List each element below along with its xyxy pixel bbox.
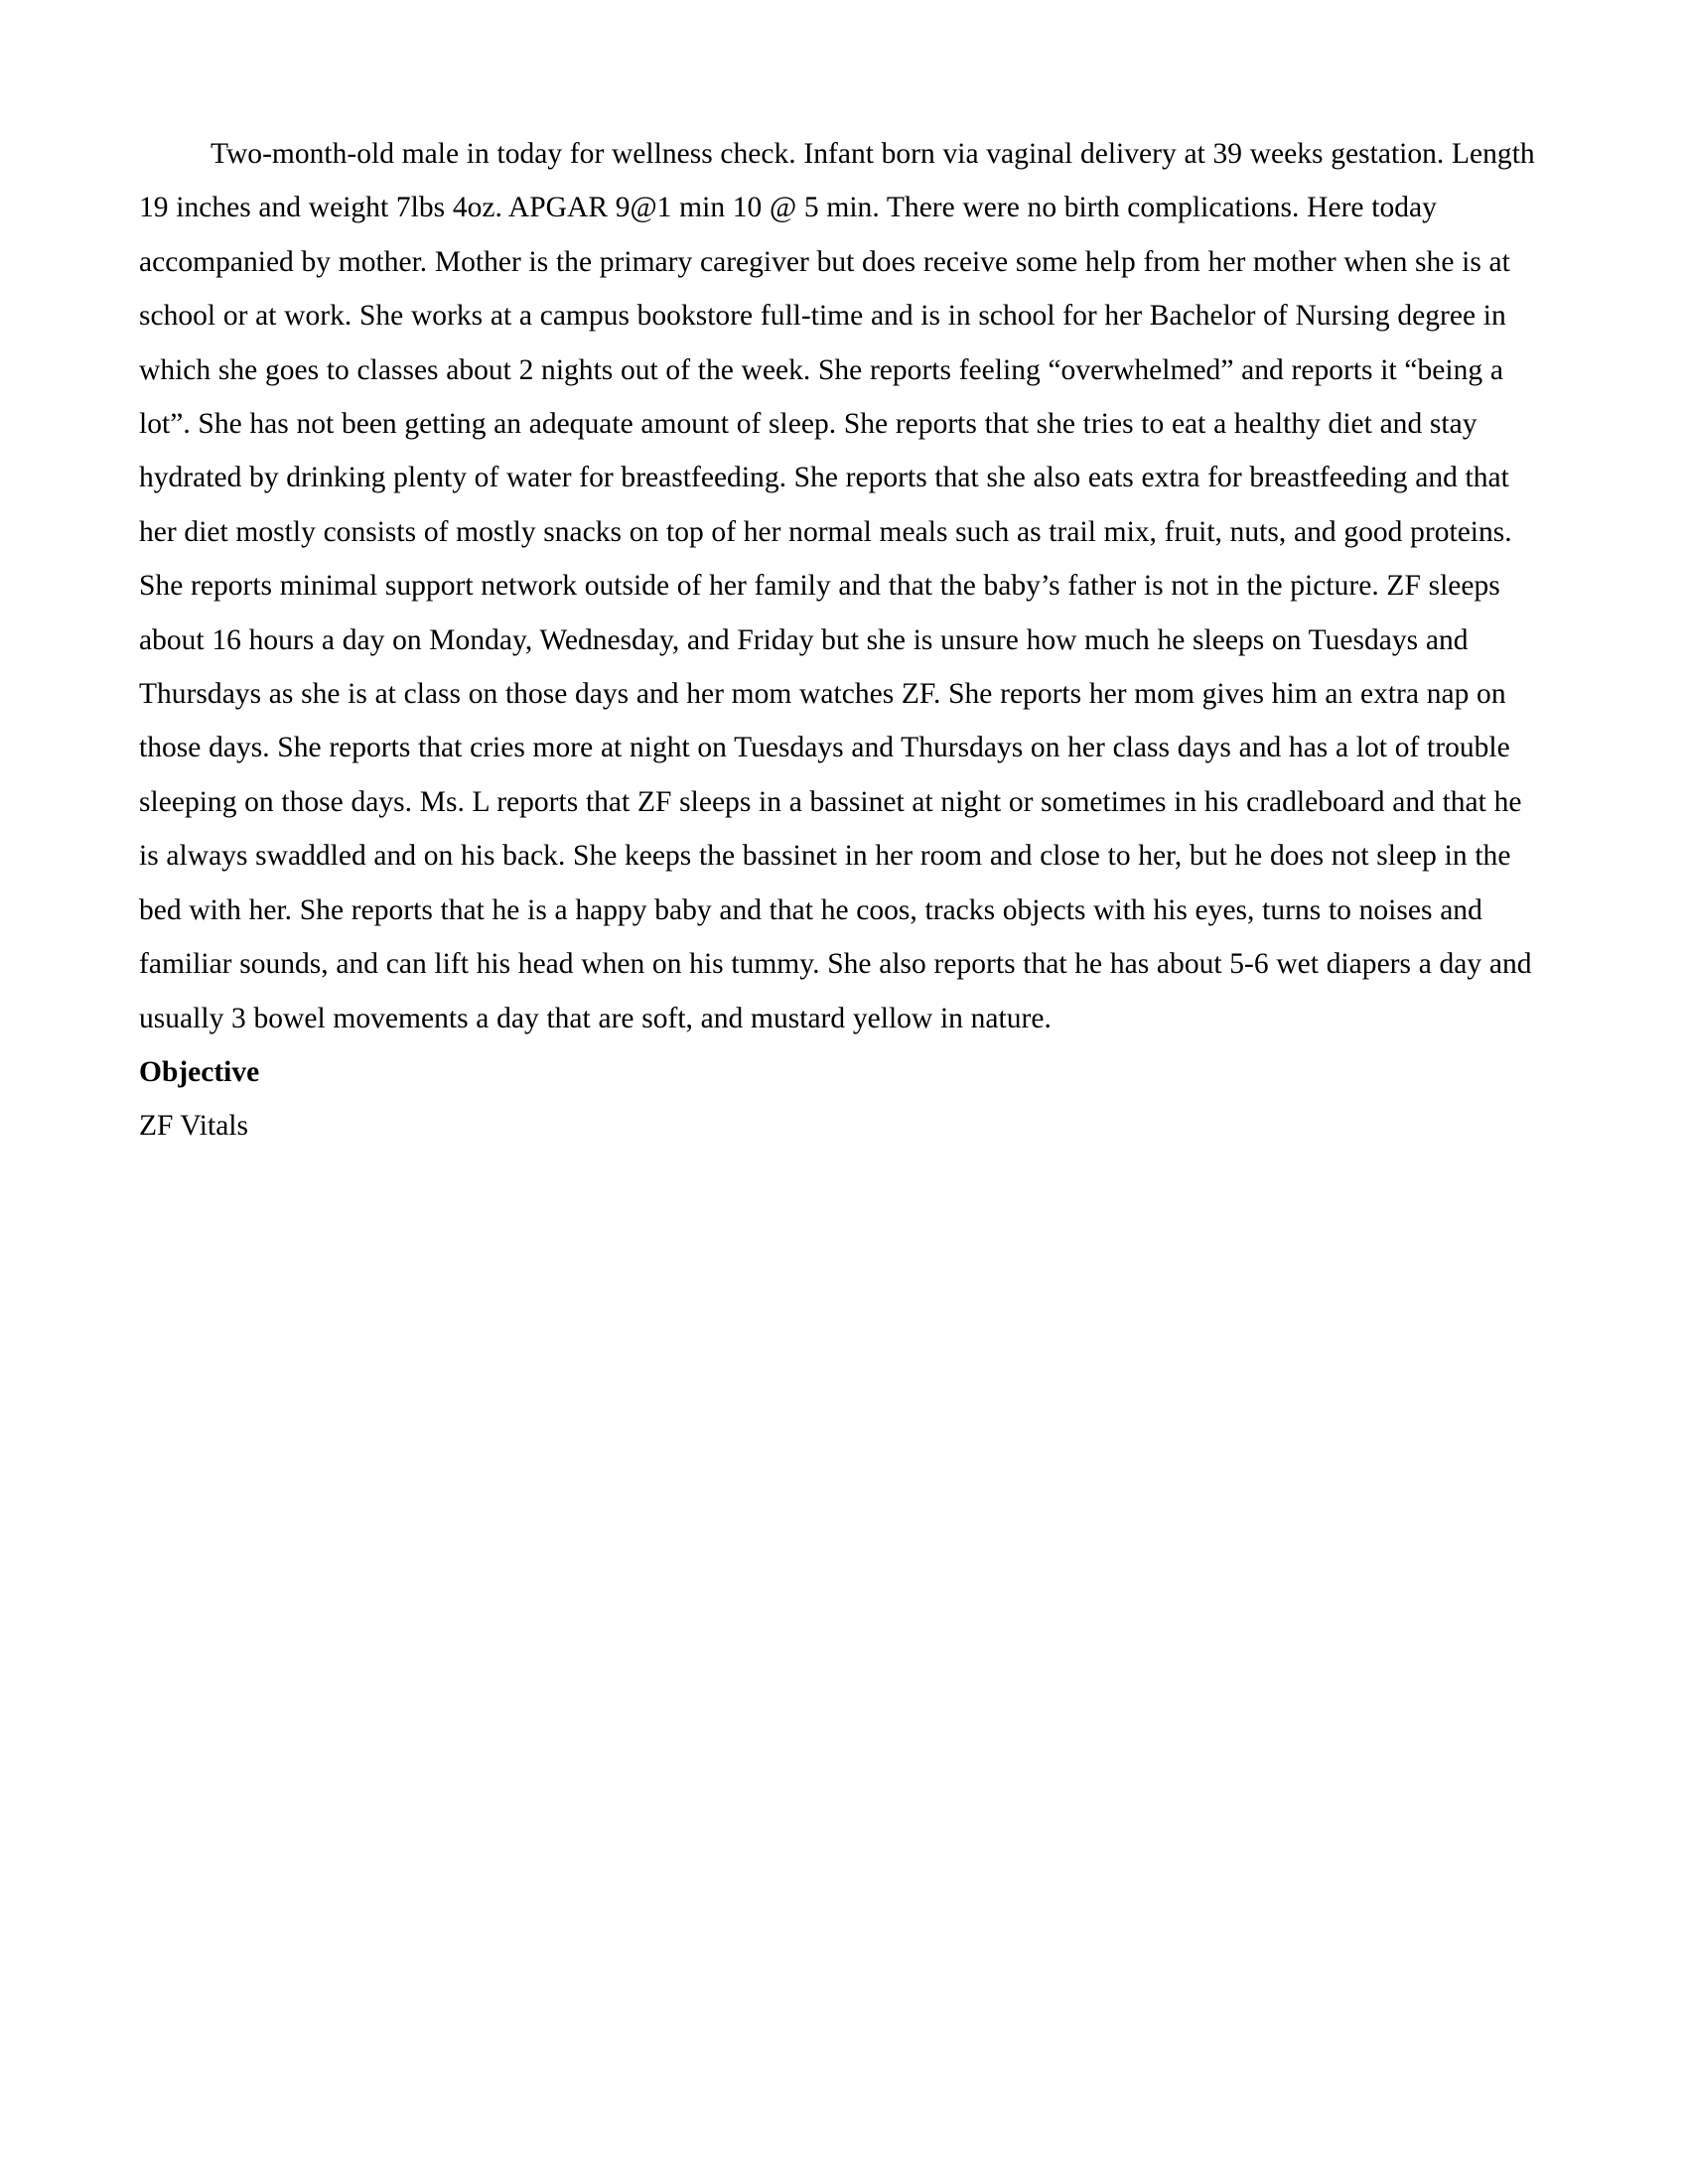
clinical-subjective-paragraph: Two-month-old male in today for wellness check. Infant born via vaginal delivery at 39 weeks gestation. Length 19 inches and weight 7lbs 4oz. APGAR 9@1 min 10 @ 5 min. There were no birth complications. Here today accompanied by mother. Mother is the primary caregiver but does receive some help from her mother when she is at school or at work. She works at a campus bookstore full-time and is in school for her Bachelor of Nursing degree in which she goes to classes about 2 nights out of the week. She reports feeling “overwhelmed” and reports it “being a lot”. She has not been getting an adequate amount of sleep. She reports that she tries to eat a healthy diet and stay hydrated by drinking plenty of water for breastfeeding. She reports that she also eats extra for breastfeeding and that her diet mostly consists of mostly snacks on top of her normal meals such as trail mix, fruit, nuts, and good proteins. She reports minimal support network outside of her family and that the baby’s father is not in the picture. ZF sleeps about 16 hours a day on Monday, Wednesday, and Friday but she is unsure how much he sleeps on Tuesdays and Thursdays as she is at class on those days and her mom watches ZF. She reports her mom gives him an extra nap on those days. She reports that cries more at night on Tuesdays and Thursdays on her class days and has a lot of trouble sleeping on those days. Ms. L reports that ZF sleeps in a bassinet at night or sometimes in his cradleboard and that he is always swaddled and on his back. She keeps the bassinet in her room and close to her, but he does not sleep in the bed with her. She reports that he is a happy baby and that he coos, tracks objects with his eyes, turns to noises and familiar sounds, and can lift his head when on his tummy. She also reports that he has about 5-6 wet diapers a day and usually 3 bowel movements a day that are soft, and mustard yellow in nature. [139,138,1535,1034]
document-body [139,127,1547,1154]
section-heading-objective: Objective [139,1055,260,1088]
subsection-label-zf-vitals: ZF Vitals [139,1110,248,1143]
